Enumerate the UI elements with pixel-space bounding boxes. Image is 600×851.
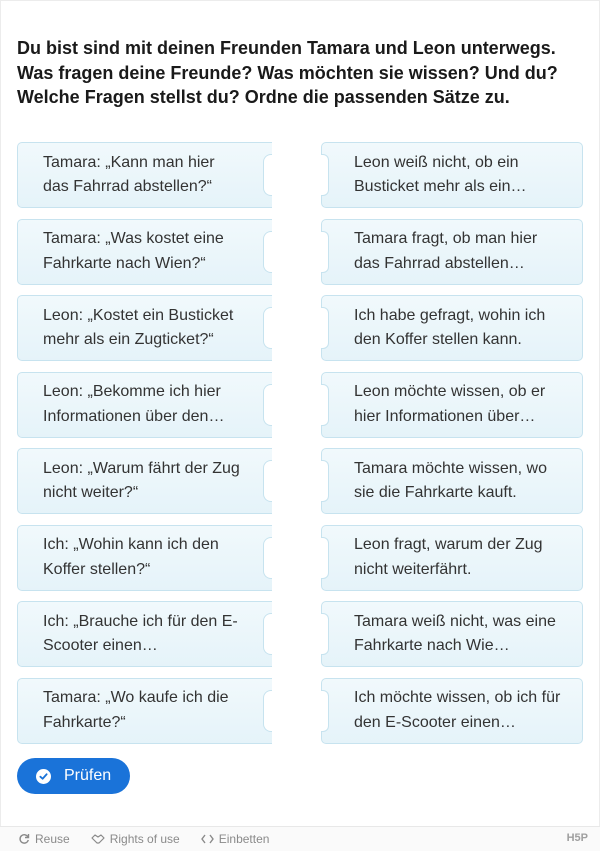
prompt-card-5[interactable] bbox=[17, 448, 272, 514]
prompt-card-8[interactable] bbox=[17, 678, 272, 744]
answer-card-text: Tamara möchte wissen, wo sie die Fahrkarte kauft. bbox=[354, 459, 547, 501]
answer-card-8[interactable] bbox=[321, 678, 583, 744]
answer-card-4[interactable] bbox=[321, 372, 583, 438]
answer-card-text: Tamara weiß nicht, was eine Fahrkarte nach Wie… bbox=[354, 612, 556, 654]
answer-card-text: Tamara fragt, ob man hier das Fahrrad abstellen… bbox=[354, 230, 538, 272]
reuse-label: Reuse bbox=[35, 832, 70, 846]
prompt-card-text: Ich: „Brauche ich für den E-Scooter einen… bbox=[43, 612, 238, 654]
prompt-card-text: Tamara: „Wo kaufe ich die Fahrkarte?“ bbox=[43, 689, 229, 731]
prompt-card-text: Leon: „Bekomme ich hier Informationen über den… bbox=[43, 383, 225, 425]
answer-card-text: Leon möchte wissen, ob er hier Informationen über… bbox=[354, 383, 546, 425]
puzzle-tab bbox=[321, 690, 329, 732]
prompt-card-1[interactable] bbox=[17, 142, 272, 208]
answer-card-text: Leon fragt, warum der Zug nicht weiterfährt. bbox=[354, 536, 543, 578]
answer-card-text: Leon weiß nicht, ob ein Busticket mehr als ein… bbox=[354, 153, 527, 195]
puzzle-tab bbox=[321, 613, 329, 655]
answer-card-1[interactable] bbox=[321, 142, 583, 208]
drop-slot[interactable] bbox=[263, 613, 272, 655]
prompt-card-text: Tamara: „Was kostet eine Fahrkarte nach Wien?“ bbox=[43, 230, 224, 272]
prompt-card-7[interactable] bbox=[17, 601, 272, 667]
puzzle-tab bbox=[321, 231, 329, 273]
prompt-card-4[interactable] bbox=[17, 372, 272, 438]
embed-label: Einbetten bbox=[218, 832, 270, 846]
reuse-link[interactable] bbox=[18, 832, 70, 846]
prompt-card-text: Ich: „Wohin kann ich den Koffer stellen?“ bbox=[43, 536, 219, 578]
check-button[interactable] bbox=[17, 758, 130, 794]
prompt-card-3[interactable] bbox=[17, 295, 272, 361]
answer-card-2[interactable] bbox=[321, 219, 583, 285]
drop-slot[interactable] bbox=[263, 154, 272, 196]
embed-link[interactable] bbox=[201, 832, 270, 846]
prompt-card-text: Tamara: „Kann man hier das Fahrrad abstellen?“ bbox=[43, 153, 215, 195]
answer-card-3[interactable] bbox=[321, 295, 583, 361]
puzzle-tab bbox=[321, 537, 329, 579]
footer-bar bbox=[0, 826, 600, 851]
drop-slot[interactable] bbox=[263, 384, 272, 426]
rights-link[interactable] bbox=[91, 832, 180, 846]
drop-slot[interactable] bbox=[263, 460, 272, 502]
answer-card-7[interactable] bbox=[321, 601, 583, 667]
drop-slot[interactable] bbox=[263, 537, 272, 579]
prompt-card-6[interactable] bbox=[17, 525, 272, 591]
rights-label: Rights of use bbox=[109, 832, 180, 846]
prompt-card-text: Leon: „Kostet ein Busticket mehr als ein Zugticket?“ bbox=[43, 306, 234, 348]
drop-slot[interactable] bbox=[263, 690, 272, 732]
h5p-logo[interactable]: H5P bbox=[566, 832, 588, 844]
puzzle-tab bbox=[321, 460, 329, 502]
reuse-icon bbox=[18, 833, 30, 845]
answer-column bbox=[321, 142, 583, 754]
drop-slot[interactable] bbox=[263, 307, 272, 349]
code-icon bbox=[201, 834, 214, 844]
answer-card-6[interactable] bbox=[321, 525, 583, 591]
check-circle-icon bbox=[36, 769, 51, 784]
answer-card-text: Ich möchte wissen, ob ich für den E-Scooter einen… bbox=[354, 689, 561, 731]
puzzle-tab bbox=[321, 307, 329, 349]
task-question: Du bist sind mit deinen Freunden Tamara und Leon unterwegs. Was fragen deine Freunde? Was möchten sie wissen? Und du? Welche Fragen stellst du? Ordne die passenden Sätze zu. bbox=[17, 38, 558, 107]
prompt-card-text: Leon: „Warum fährt der Zug nicht weiter?“ bbox=[43, 459, 240, 501]
prompt-column bbox=[17, 142, 272, 754]
check-button-label: Prüfen bbox=[64, 767, 112, 784]
puzzle-tab bbox=[321, 154, 329, 196]
answer-card-5[interactable] bbox=[321, 448, 583, 514]
handshake-icon bbox=[91, 833, 105, 845]
puzzle-tab bbox=[321, 384, 329, 426]
prompt-card-2[interactable] bbox=[17, 219, 272, 285]
drop-slot[interactable] bbox=[263, 231, 272, 273]
answer-card-text: Ich habe gefragt, wohin ich den Koffer stellen kann. bbox=[354, 306, 546, 348]
